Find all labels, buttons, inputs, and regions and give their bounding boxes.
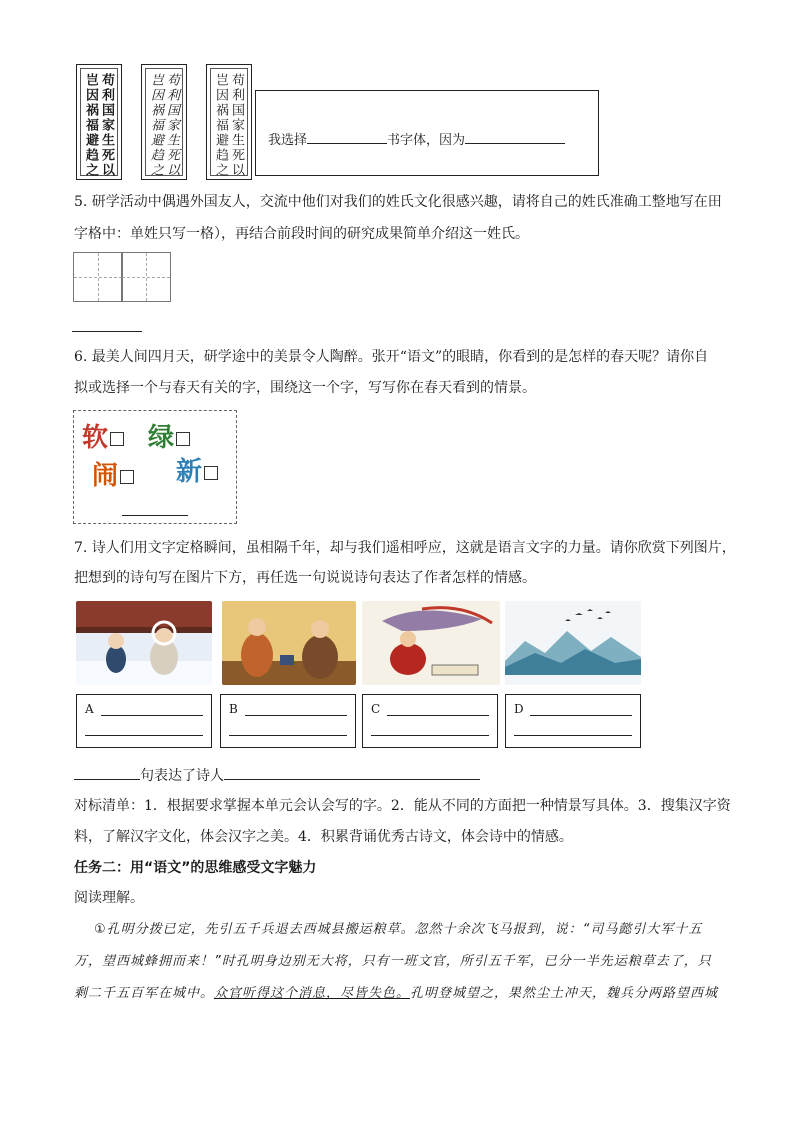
surname-grid-cell-2[interactable] [121,252,171,302]
surname-grid-cell-1[interactable] [73,252,123,302]
font-answer-blank[interactable] [307,129,387,144]
font-choice-box [255,90,599,176]
q7-line-1: 7. 诗人们用文字定格瞬间，虽相隔千年，却与我们遥相呼应，这就是语言文字的力量。请你欣赏下列图片， [74,540,736,556]
option-label: A [85,702,94,716]
answer-box-c[interactable] [362,694,498,748]
blank-square[interactable] [176,432,190,446]
spring-char-lively [92,455,134,492]
tea-scene-illustration [222,601,356,685]
calligraphy-col: 岂因祸福避趋之 [148,73,163,178]
char-text: 绿 [148,423,175,453]
q5-answer-line[interactable] [72,331,142,332]
spring-char-new [176,451,218,488]
choice-text-1: 我选择 [268,133,308,148]
checklist-line-2: 料，了解汉字文化，体会汉字之美。4．积累背诵优秀古诗文，体会诗中的情感。 [74,829,573,845]
poem-picture-poet [362,601,500,685]
spring-answer-line[interactable] [122,515,188,516]
mountain-scene-illustration [505,601,641,685]
char-text: 闹 [92,461,119,491]
reading-text: 孔明登城望之，果然尘土冲天，魏兵分两路望西城 [410,986,719,1001]
calligraphy-sample-3 [206,64,252,180]
poem-picture-snow [76,601,212,685]
calligraphy-col: 岂因祸福避趋之 [83,73,98,178]
blank-square[interactable] [120,470,134,484]
poet-scene-illustration [362,601,500,685]
q5-line-2: 字格中：单姓只写一格），再结合前段时间的研究成果简单介绍这一姓氏。 [74,226,529,242]
answer-box-a[interactable] [76,694,212,748]
reading-line-1: ①孔明分拨已定，先引五千兵退去西城县搬运粮草。忽然十余次飞马报到，说：“司马懿引大军十五 [94,922,703,937]
answer-box-b[interactable] [220,694,356,748]
char-text: 新 [176,457,203,487]
blank-square[interactable] [204,466,218,480]
calligraphy-col: 苟利国家生死以 [229,73,244,178]
checklist-line-1: 对标清单：1．根据要求掌握本单元会认会写的字。2．能从不同的方面把一种情景写具体。3．搜集汉字资 [74,798,731,814]
expression-text: 句表达了诗人 [140,768,224,784]
q6-line-2: 拟或选择一个与春天有关的字，围绕这一个字，写写你在春天看到的情景。 [74,380,536,396]
poem-picture-mountains [505,601,641,685]
reason-answer-blank[interactable] [465,129,565,144]
option-label: B [229,702,238,716]
spring-char-soft [82,417,124,454]
snow-scene-illustration [76,601,212,685]
task2-title: 任务二：用“语文”的思维感受文字魅力 [74,860,317,876]
font-choice-line [268,129,565,151]
char-text: 软 [82,423,109,453]
emotion-answer-blank[interactable] [224,765,480,780]
calligraphy-col: 岂因祸福避趋之 [213,73,228,178]
reading-text: 剩二千五百军在城中。 [74,986,215,1001]
option-label: D [514,702,524,716]
expression-line [74,765,480,786]
spring-char-green [148,417,190,454]
option-label: C [371,702,381,716]
calligraphy-col: 苟利国家生死以 [164,73,179,178]
q7-line-2: 把想到的诗句写在图片下方，再任选一句说说诗句表达了作者怎样的情感。 [74,570,536,586]
calligraphy-sample-1 [76,64,122,180]
calligraphy-col: 苟利国家生死以 [99,73,114,178]
spring-word-box [73,410,237,524]
task2-subtitle: 阅读理解。 [74,890,144,906]
q5-line-1: 5. 研学活动中偶遇外国友人，交流中他们对我们的姓氏文化很感兴趣，请将自己的姓氏准确工整地写在田 [74,194,722,210]
q6-line-1: 6. 最美人间四月天，研学途中的美景令人陶醉。张开“语文”的眼睛，你看到的是怎样的春天呢？请你自 [74,349,709,365]
reading-line-2: 万，望西城蜂拥而来！”时孔明身边别无大将，只有一班文官，所引五千军，已分一半先运粮草去了，只 [74,954,712,969]
choice-text-2: 书字体，因为 [387,133,466,148]
answer-box-d[interactable] [505,694,641,748]
poem-picture-tea [222,601,356,685]
reading-underlined-sentence: 众官听得这个消息，尽皆失色。 [214,986,411,1001]
calligraphy-sample-2 [141,64,187,180]
poem-line-blank[interactable] [74,765,140,780]
reading-line-3 [74,984,718,1004]
blank-square[interactable] [110,432,124,446]
